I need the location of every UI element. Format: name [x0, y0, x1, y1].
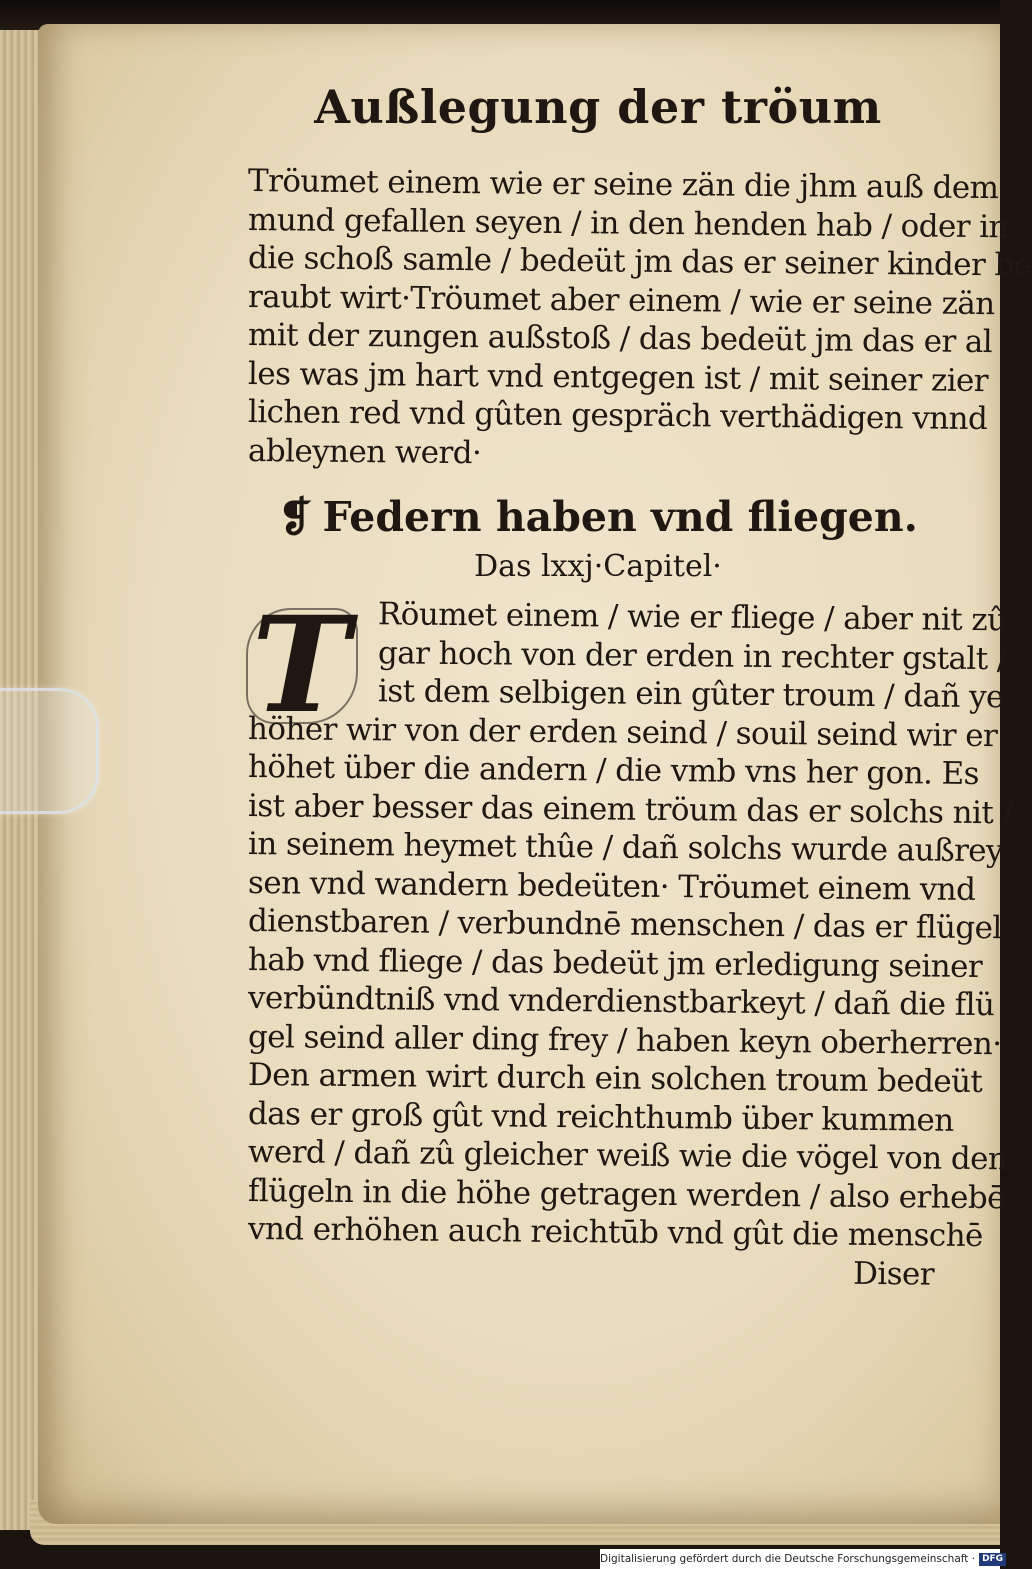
footer-text: Digitalisierung gefördert durch die Deutsche Forschungsgemeinschaft · — [600, 1553, 976, 1565]
chapter-label: Das lxxj·Capitel· — [474, 549, 722, 584]
text-line: hab vnd fliege / das bedeüt jm erledigung seiner — [247, 941, 983, 985]
text-line: höher wir von der erden seind / souil seind wir er — [247, 710, 998, 754]
text-line: ableynen werd· — [247, 432, 482, 471]
digitization-footer — [600, 1549, 1004, 1569]
text-line: mund gefallen seyen / in den henden hab / oder in — [247, 201, 1009, 245]
paragraph-top — [247, 162, 1032, 471]
text-line: ist dem selbigen ein gûter troum / dañ ye — [377, 673, 1004, 716]
text-line: sen vnd wandern bedeüten· Tröumet einem vnd — [247, 864, 976, 908]
text-line: das er groß gût vnd reichthumb über kummen — [247, 1095, 954, 1139]
text-line: vnd erhöhen auch reichtūb vnd gût die menschē — [247, 1211, 983, 1255]
paragraph-mark-icon: ❡ — [278, 493, 313, 541]
text-line: flügeln in die höhe getragen werden / also erhebē — [247, 1172, 1005, 1216]
text-line: lichen red vnd gûten gespräch verthädigen vnnd — [247, 394, 988, 438]
text-line: in seinem heymet thûe / dañ solchs wurde außrey — [247, 826, 1004, 870]
text-line: dienstbaren / verbundnē menschen / das er flügel — [247, 903, 1002, 947]
dfg-logo: DFG — [979, 1553, 1006, 1566]
text-line: Röumet einem / wie er fliege / aber nit zû — [377, 596, 1007, 639]
text-line: raubt wirt·Tröumet aber einem / wie er seine zän — [247, 278, 995, 322]
paragraph-main — [247, 588, 1013, 1293]
page-clip — [0, 688, 99, 814]
text-line: gel seind aller ding frey / haben keyn oberherren· — [247, 1018, 1002, 1062]
text-line: werd / dañ zû gleicher weiß wie die vögel von den — [247, 1134, 1008, 1178]
text-line: gar hoch von der erden in rechter gstalt / — [377, 634, 1007, 677]
decorated-initial: T — [242, 602, 360, 730]
section-title-text: Federn haben vnd fliegen. — [322, 493, 918, 541]
text-line: mit der zungen außstoß / das bedeüt jm das er al — [247, 317, 993, 361]
text-line: Tröumet einem wie er seine zän die jhm auß dem — [247, 163, 999, 207]
catchword: Diser — [852, 1255, 935, 1293]
text-line: ist aber besser das einem tröum das er solchs nit / — [247, 787, 1013, 831]
text-line: verbündtniß vnd vnderdienstbarkeyt / dañ die flü — [247, 980, 995, 1024]
running-header: Außlegung der tröum — [314, 80, 882, 134]
text-line: les was jm hart vnd entgegen ist / mit seiner zier — [247, 355, 989, 399]
text-line: höhet über die andern / die vmb vns her gon. Es — [247, 749, 980, 793]
section-title — [248, 488, 948, 546]
page-text — [247, 72, 1032, 1293]
text-line: die schoß samle / bedeüt jm das er seiner kinder be — [247, 240, 1032, 284]
text-line: Den armen wirt durch ein solchen troum bedeüt — [247, 1057, 983, 1101]
